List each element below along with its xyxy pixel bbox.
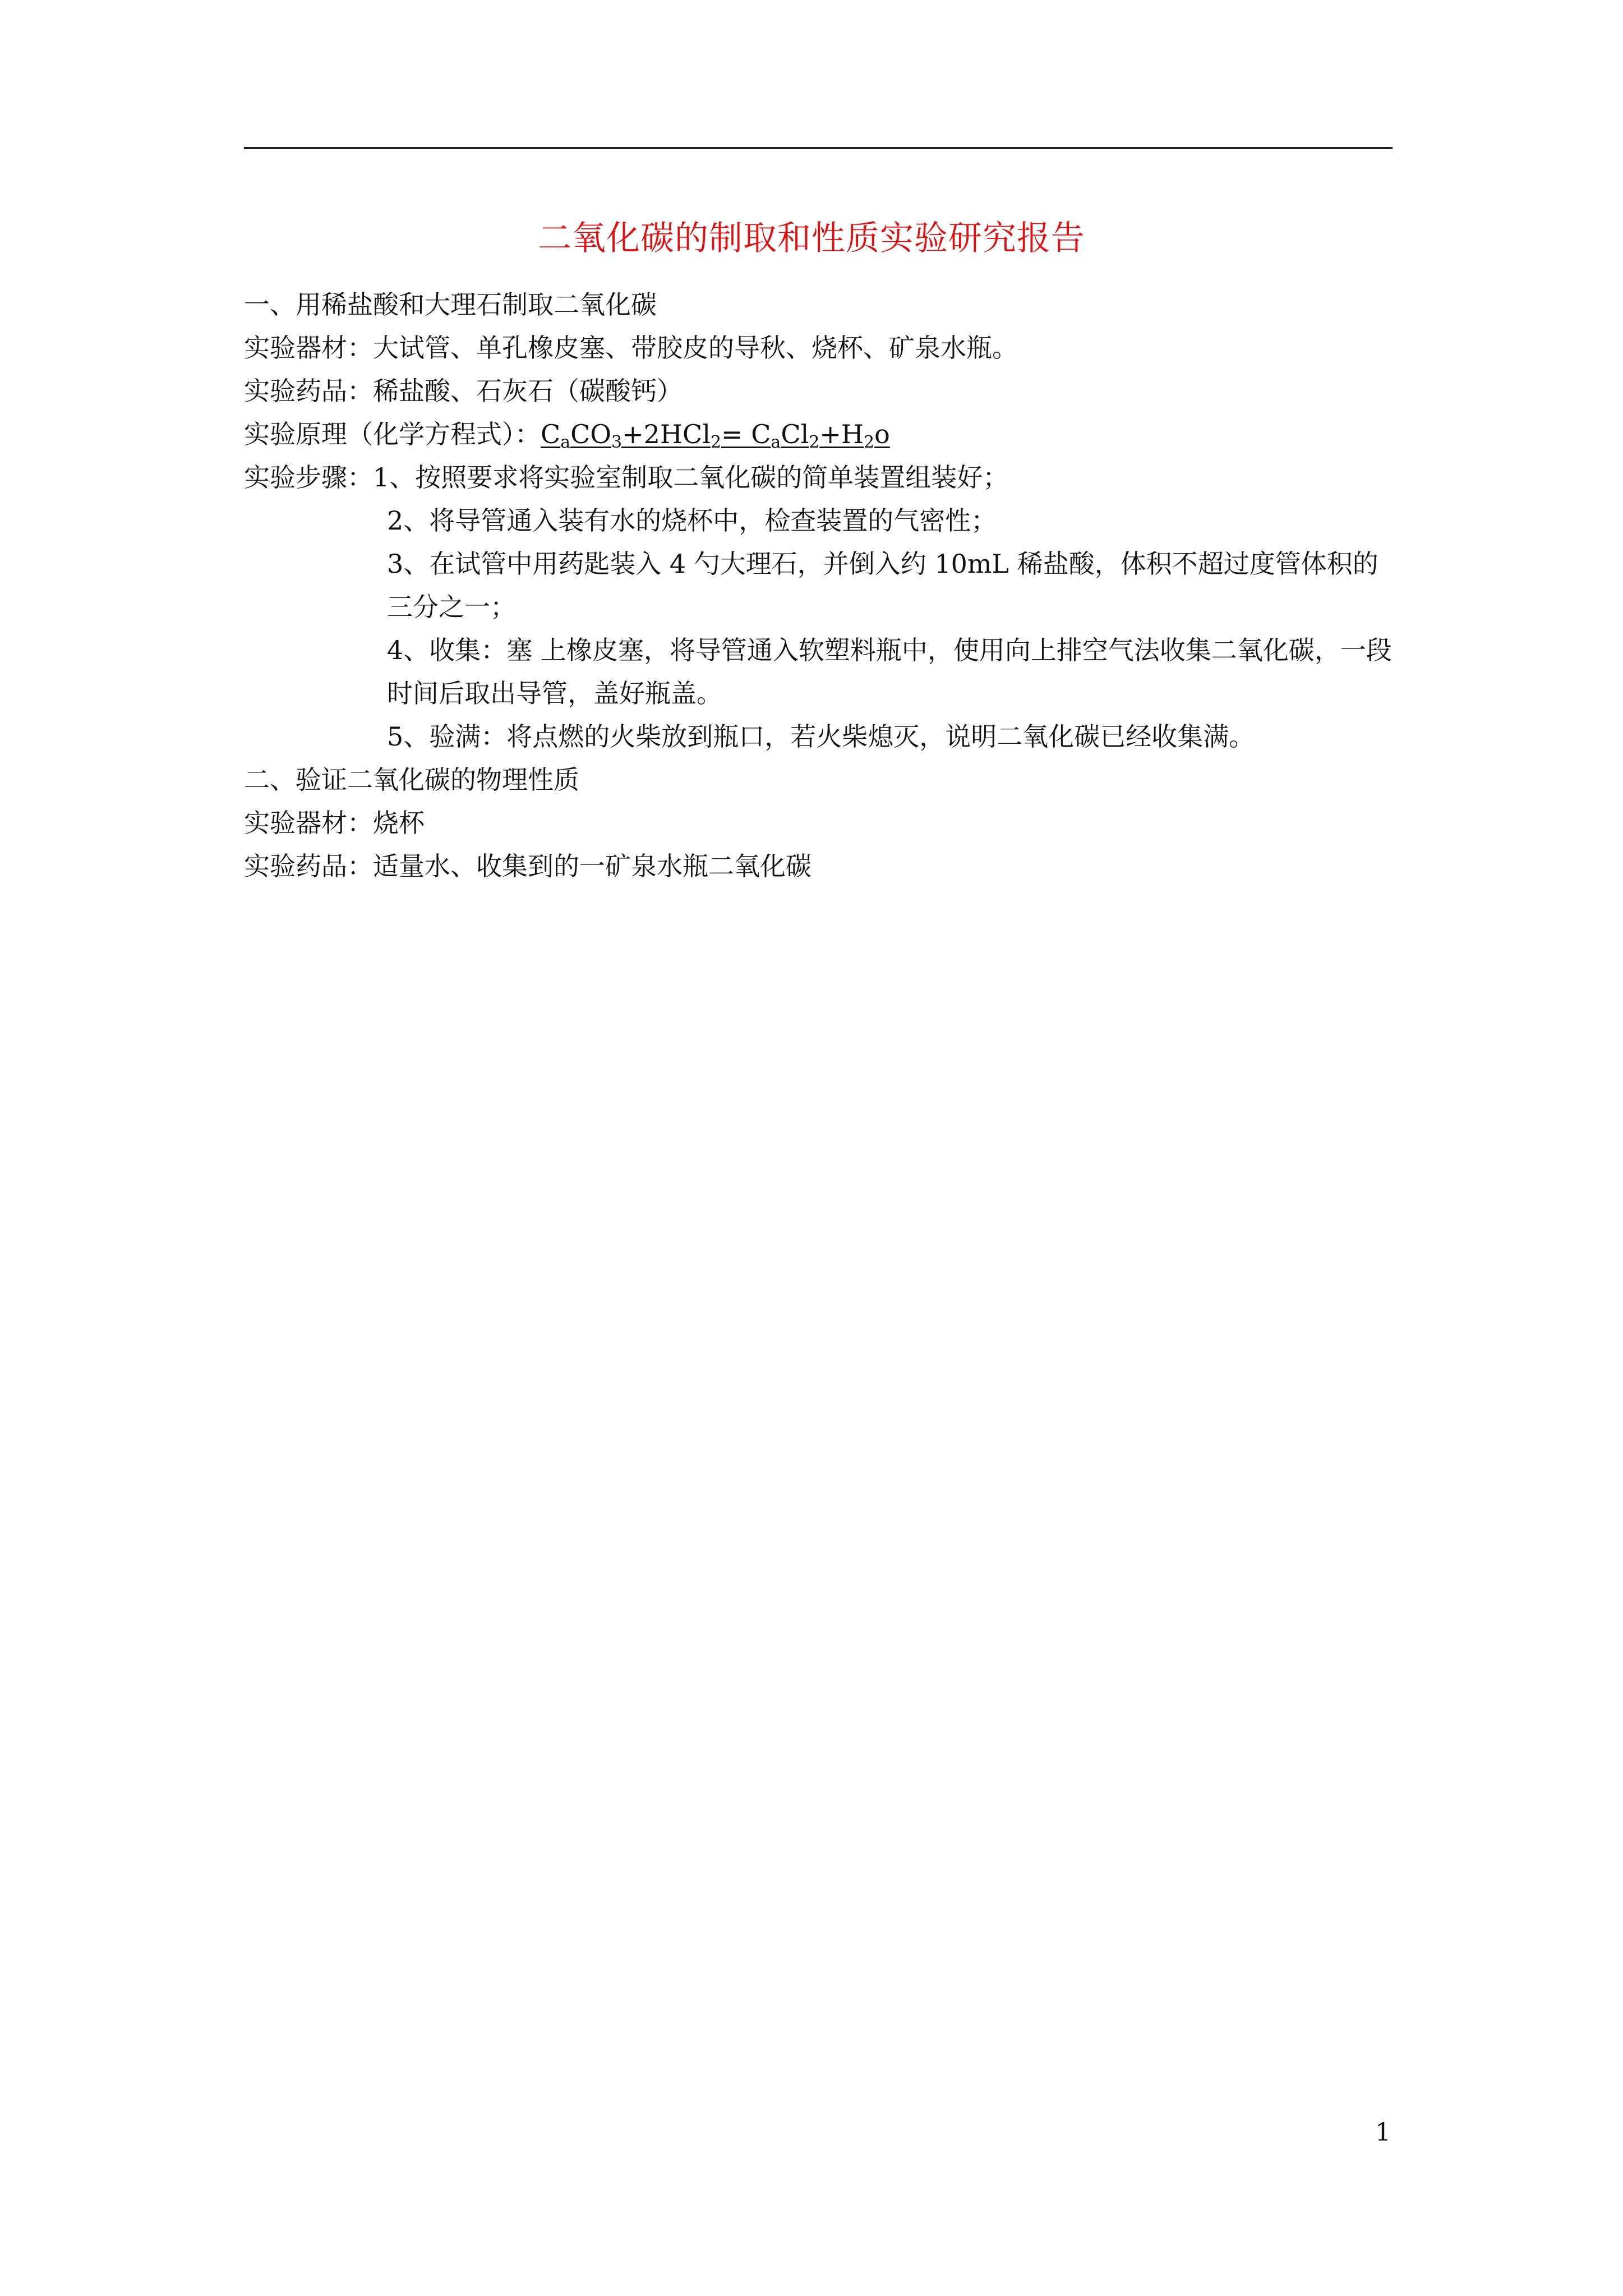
step-2: 2、将导管通入装有水的烧杯中，检查装置的气密性； [387,505,997,536]
step-2-block [244,499,1399,542]
section1-principle [244,413,1399,456]
section2-equipment: 实验器材：烧杯 [244,808,425,838]
step-3: 3、在试管中用药匙装入 4 勺大理石，并倒入约 10mL 稀盐酸，体积不超过度管体积的三分之一； [387,549,1378,622]
section2-heading: 二、验证二氧化碳的物理性质 [244,765,579,795]
section1-reagents: 实验药品：稀盐酸、石灰石（碳酸钙） [244,376,683,406]
step-3-block [244,542,1399,629]
step-4-block [244,629,1399,715]
page-number: 1 [1375,2118,1391,2147]
document-title: 二氧化碳的制取和性质实验研究报告 [538,219,1085,258]
principle-label: 实验原理（化学方程式）： [244,419,541,449]
step-5-block [244,715,1399,758]
document-body [244,283,1399,888]
step-1: 1、按照要求将实验室制取二氧化碳的简单装置组装好； [373,462,1009,493]
header-rule [244,147,1393,149]
section1-equipment: 实验器材：大试管、单孔橡皮塞、带胶皮的导秋、烧杯、矿泉水瓶。 [244,333,1018,363]
section1-heading: 一、用稀盐酸和大理石制取二氧化碳 [244,289,657,320]
section1-steps-first [244,456,1399,499]
step-5: 5、验满：将点燃的火柴放到瓶口，若火柴熄灭，说明二氧化碳已经收集满。 [387,721,1255,752]
step-4: 4、收集：塞 上橡皮塞，将导管通入软塑料瓶中，使用向上排空气法收集二氧化碳，一段时间后取出导管，盖好瓶盖。 [387,635,1392,708]
section2-reagents: 实验药品：适量水、收集到的一矿泉水瓶二氧化碳 [244,851,811,881]
chemical-equation: $C_aCO_3+2HCl_2= C_aCl_2+H_2o$ [541,419,890,452]
steps-label: 实验步骤： [244,462,373,493]
